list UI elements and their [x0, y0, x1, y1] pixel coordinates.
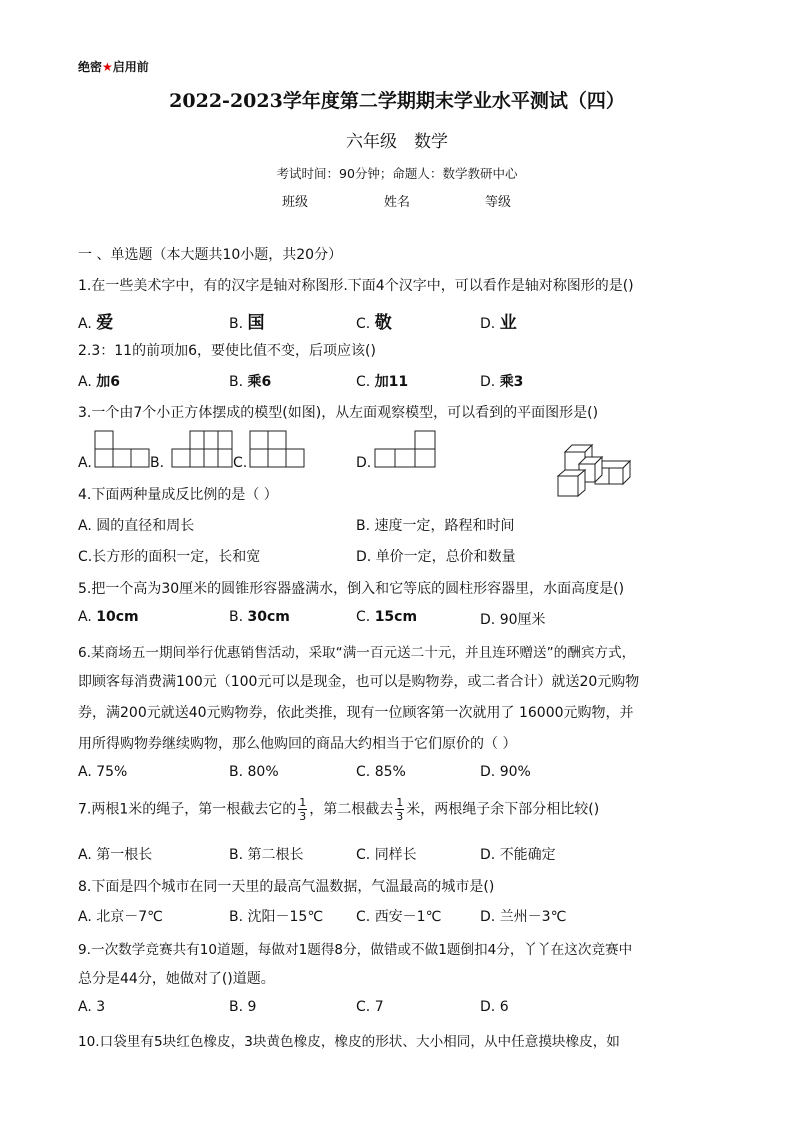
q5-option-b[interactable]: B. 30cm [229, 609, 290, 625]
q2-option-b[interactable]: B. 乘6 [229, 374, 272, 390]
q7-option-c[interactable]: C. 同样长 [356, 847, 417, 863]
confidential-mark: 绝密★启用前 [78, 60, 149, 74]
q9-option-d[interactable]: D. 6 [480, 999, 509, 1015]
question-6-line-2: 即顾客每消费满100元（100元可以是现金，也可以是购物券，或二者合计）就送20元购物 [78, 674, 640, 690]
q4-option-a[interactable]: A. 圆的直径和周长 [78, 518, 195, 534]
q3-option-b-label[interactable]: B. [150, 455, 165, 471]
question-9-line-2: 总分是44分，她做对了()道题。 [78, 971, 275, 987]
q8-option-a[interactable]: A. 北京－7℃ [78, 909, 163, 925]
cube-model-figure [555, 440, 635, 500]
q1-option-a[interactable]: A. 爱 [78, 313, 114, 333]
q6-option-c[interactable]: C. 85% [356, 764, 406, 780]
q6-option-a[interactable]: A. 75% [78, 764, 128, 780]
q6-option-d[interactable]: D. 90% [480, 764, 531, 780]
star-icon: ★ [102, 60, 113, 74]
q8-option-d[interactable]: D. 兰州－3℃ [480, 909, 567, 925]
question-4: 4.下面两种量成反比例的是（ ） [78, 487, 278, 503]
question-8: 8.下面是四个城市在同一天里的最高气温数据，气温最高的城市是() [78, 879, 495, 895]
q1-option-c[interactable]: C. 敬 [356, 313, 392, 333]
fraction-one-third: $\frac{1}{3}$ [396, 796, 404, 823]
q1-option-d[interactable]: D. 业 [480, 313, 517, 333]
fraction-one-third: $\frac{1}{3}$ [299, 796, 307, 823]
q6-option-b[interactable]: B. 80% [229, 764, 279, 780]
q4-option-b[interactable]: B. 速度一定，路程和时间 [356, 518, 515, 534]
question-6-line-4: 用所得购物券继续购物，那么他购回的商品大约相当于它们原价的（ ） [78, 736, 517, 752]
exam-info: 考试时间：90分钟；命题人：数学教研中心 [276, 166, 518, 181]
question-6-line-3: 券，满200元就送40元购物券，依此类推，现有一位顾客第一次就用了 16000元购物，并 [78, 705, 634, 721]
q1-option-b[interactable]: B. 国 [229, 313, 265, 333]
question-6-line-1: 6.某商场五一期间举行优惠销售活动，采取“满一百元送二十元，并且连环赠送”的酬宾方式， [78, 645, 636, 661]
q5-option-c[interactable]: C. 15cm [356, 609, 418, 625]
q2-option-d[interactable]: D. 乘3 [480, 374, 524, 390]
q5-option-d[interactable]: D. 90厘米 [480, 612, 546, 628]
q7-option-a[interactable]: A. 第一根长 [78, 847, 153, 863]
question-2: 2.3：11的前项加6，要使比值不变，后项应该() [78, 343, 376, 359]
q8-option-b[interactable]: B. 沈阳－15℃ [229, 909, 324, 925]
q3-option-a-figure[interactable] [94, 430, 150, 468]
level-label: 等级 [485, 195, 512, 210]
question-3: 3.一个由7个小正方体摆成的模型(如图)，从左面观察模型，可以看到的平面图形是() [78, 405, 599, 421]
q4-option-d[interactable]: D. 单价一定，总价和数量 [356, 549, 516, 565]
question-7: 7.两根1米的绳子，第一根截去它的 $\frac{1}{3}$ ，第二根截去 $\frac{1}{3}$ 米，两根绳子余下部分相比较() [78, 796, 600, 823]
q3-option-c-figure[interactable] [249, 430, 305, 468]
question-1: 1.在一些美术字中，有的汉字是轴对称图形.下面4个汉字中，可以看作是轴对称图形的是() [78, 278, 634, 294]
q3-option-d-label[interactable]: D. [356, 455, 372, 471]
q2-option-c[interactable]: C. 加11 [356, 374, 409, 390]
q3-option-b-figure[interactable] [171, 430, 233, 468]
q3-option-a-label[interactable]: A. [78, 455, 92, 471]
q9-option-c[interactable]: C. 7 [356, 999, 384, 1015]
q2-option-a[interactable]: A. 加6 [78, 374, 120, 390]
q5-option-a[interactable]: A. 10cm [78, 609, 139, 625]
q7-option-d[interactable]: D. 不能确定 [480, 847, 556, 863]
question-9-line-1: 9.一次数学竞赛共有10道题，每做对1题得8分，做错或不做1题倒扣4分，丫丫在这次竞赛中 [78, 942, 633, 958]
name-label: 姓名 [384, 195, 411, 210]
q4-option-c[interactable]: C.长方形的面积一定，长和宽 [78, 549, 261, 565]
question-10: 10.口袋里有5块红色橡皮，3块黄色橡皮，橡皮的形状、大小相同，从中任意摸块橡皮，如 [78, 1034, 620, 1050]
q3-option-c-label[interactable]: C. [233, 455, 248, 471]
q9-option-a[interactable]: A. 3 [78, 999, 106, 1015]
q8-option-c[interactable]: C. 西安－1℃ [356, 909, 442, 925]
exam-subtitle: 六年级 数学 [346, 132, 448, 152]
q3-option-d-figure[interactable] [374, 430, 436, 468]
exam-title: 2022-2023学年度第二学期期末学业水平测试（四） [169, 90, 625, 112]
q9-option-b[interactable]: B. 9 [229, 999, 257, 1015]
section-title: 一 、单选题（本大题共10小题，共20分） [78, 247, 343, 263]
class-label: 班级 [282, 195, 309, 210]
q7-option-b[interactable]: B. 第二根长 [229, 847, 304, 863]
question-5: 5.把一个高为30厘米的圆锥形容器盛满水，倒入和它等底的圆柱形容器里，水面高度是() [78, 581, 625, 597]
